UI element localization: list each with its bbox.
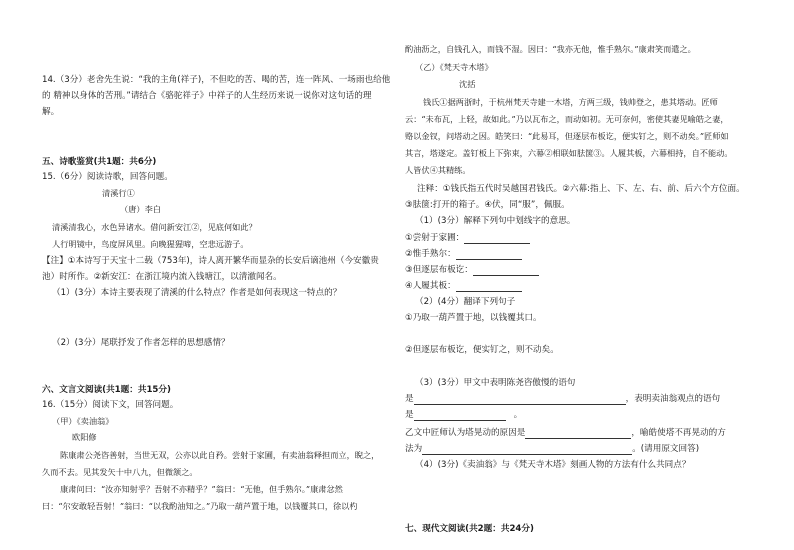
text-a-line-1: 陈康肃公尧咨善射，当世无双，公亦以此自矜。尝射于家圃，有卖油翁释担而立，睨之， bbox=[60, 450, 380, 460]
text-a-author: 欧阳修 bbox=[72, 432, 97, 442]
answer-blank[interactable] bbox=[456, 251, 522, 260]
q14-line-1: 14.（3分）老舍先生说：“我的主角(祥子)，不但吃的苦、喝的苦，连一阵风、一场雨也给他 bbox=[42, 75, 391, 85]
answer-blank[interactable] bbox=[525, 430, 631, 439]
q16-sub-2: （2）(4分）翻译下列句子 bbox=[415, 297, 516, 307]
q15-sub-1: （1）(3分）本诗主要表现了清溪的什么特点？作者是如何表现这一特点的？ bbox=[52, 288, 342, 298]
text-b-author: 沈括 bbox=[459, 79, 476, 89]
text-b-note-1: 注释：①钱氏指五代时吴越国君钱氏。②六幕:指上、下、左、右、前、后六个方位面。 bbox=[417, 184, 745, 194]
section-6-heading: 六、文言文阅读(共1题：共15分) bbox=[42, 385, 171, 395]
text-b-line-3: 赂以金钗，问塔动之因。皓笑曰：“此易耳，但逐层布板讫，便实钉之，则不动矣。”匠师如 bbox=[405, 131, 729, 141]
q16-sub-1: （1）(3分）解释下列句中划线字的意思。 bbox=[415, 216, 576, 226]
poem-note-line-1: 【注】①本诗写于天宝十二载（753年)，诗人离开繁华而显杂的长安后谪池州（今安徽贵 bbox=[42, 256, 379, 266]
text-a-line-2: 久而不去。见其发矢十中八九，但微颔之。 bbox=[42, 467, 198, 477]
section-7-heading: 七、现代文阅读(共2题：共24分) bbox=[405, 524, 534, 534]
right-column bbox=[397, 0, 794, 550]
q16-sub-2-b: ②但逐层布板讫，便实钉之，则不动矣。 bbox=[405, 345, 559, 355]
q16-intro: 16.（15分）阅读下文，回答问题。 bbox=[42, 400, 179, 410]
poem-note-line-2: 池）时所作。②新安江：在浙江境内流入钱塘江，以清澈闻名。 bbox=[42, 272, 282, 282]
answer-blank[interactable] bbox=[456, 283, 522, 292]
text-b-note-2: ③胠箧:打开的箱子。④伏，同“服”，佩服。 bbox=[405, 200, 570, 210]
q14-line-2: 的 精神以身体的苦刑。”请结合《骆驼祥子》中祥子的人生经历来说一说你对这句话的理 bbox=[42, 91, 372, 101]
q16-sub-3-line-a: 是 ，表明卖油翁观点的语句 bbox=[405, 394, 721, 404]
section-5-heading: 五、诗歌鉴赏(共1题：共6分) bbox=[42, 157, 157, 167]
text-b-line-2: 云：“未布瓦，上轻，故如此。”乃以瓦布之，而动如初。无可奈何，密使其妻见喻皓之妻， bbox=[405, 114, 729, 124]
poem-line-1: 清溪清我心，水色异诸水。借问新安江②，见底何如此？ bbox=[52, 222, 257, 232]
text-b-line-5: 人皆伏④其精练。 bbox=[405, 165, 471, 175]
q16-sub-1-a: ①尝射于家圃： bbox=[405, 233, 530, 244]
poem-line-2: 人行明镜中，鸟度屏风里。向晚猩猩啼，空悲远游子。 bbox=[52, 239, 249, 249]
q16-sub-1-d: ④人履其板： bbox=[405, 281, 522, 292]
q16-sub-3-line-b: 是 。 bbox=[405, 410, 523, 420]
poem-title: 清溪行① bbox=[102, 188, 135, 198]
answer-blank[interactable] bbox=[414, 396, 626, 405]
q16-sub-4: （4）(3分)《卖油翁》与《梵天寺木塔》刻画人物的方法有什么共同点？ bbox=[415, 460, 691, 470]
text-b-line-4: 其言，塔遂定。盖钉板上下弥束，六幕②相联如胠箧③。人履其板，六幕相持，自不能动。 bbox=[405, 148, 733, 158]
answer-blank[interactable] bbox=[414, 412, 506, 421]
poem-author: （唐）李白 bbox=[120, 204, 161, 214]
q16-sub-2-a: ①乃取一葫芦置于地，以钱覆其口。 bbox=[405, 313, 542, 323]
text-a-title: （甲）《卖油翁》 bbox=[52, 416, 114, 426]
q15-sub-2: （2）(3分）尾联抒发了作者怎样的思想感情？ bbox=[52, 338, 230, 348]
answer-blank[interactable] bbox=[422, 446, 632, 455]
text-b-title: （乙）《梵天寺木塔》 bbox=[415, 62, 493, 72]
q16-sub-3: （3）(3分）甲文中表明陈尧咨傲慢的语句 bbox=[415, 378, 576, 388]
q15-intro: 15.（6分）阅读诗歌，回答问题。 bbox=[42, 172, 173, 182]
text-a-continued: 酌油沥之，自钱孔入，而钱不湿。因曰：“我亦无他，惟手熟尔。”康肃笑而遣之。 bbox=[405, 44, 696, 54]
text-b-line-1: 钱氏①据两浙时，于杭州梵天寺建一木塔，方两三级，钱帅登之，患其塔动。匠师 bbox=[423, 97, 718, 107]
text-a-line-4: 曰：“尔安敢轻吾射！”翁曰：“以我酌油知之。”乃取一葫芦置于地，以钱覆其口，徐以杓 bbox=[42, 501, 358, 511]
q16-sub-3-line-c: 乙文中匠师认为塔晃动的原因是 ，喻皓使塔不再晃动的方 bbox=[405, 428, 726, 438]
q16-sub-1-b: ②惟手熟尔： bbox=[405, 249, 522, 260]
answer-blank[interactable] bbox=[464, 235, 530, 244]
text-a-line-3: 康肃问曰：“汝亦知射乎？吾射不亦精乎？”翁曰：“无他，但手熟尔。”康肃忿然 bbox=[60, 484, 343, 494]
q16-sub-1-c: ③但逐层布板讫： bbox=[405, 265, 539, 276]
q16-sub-3-line-d: 法为 。(请用原文回答) bbox=[405, 444, 700, 454]
answer-blank[interactable] bbox=[473, 267, 539, 276]
q14-line-3: 解。 bbox=[42, 107, 60, 117]
